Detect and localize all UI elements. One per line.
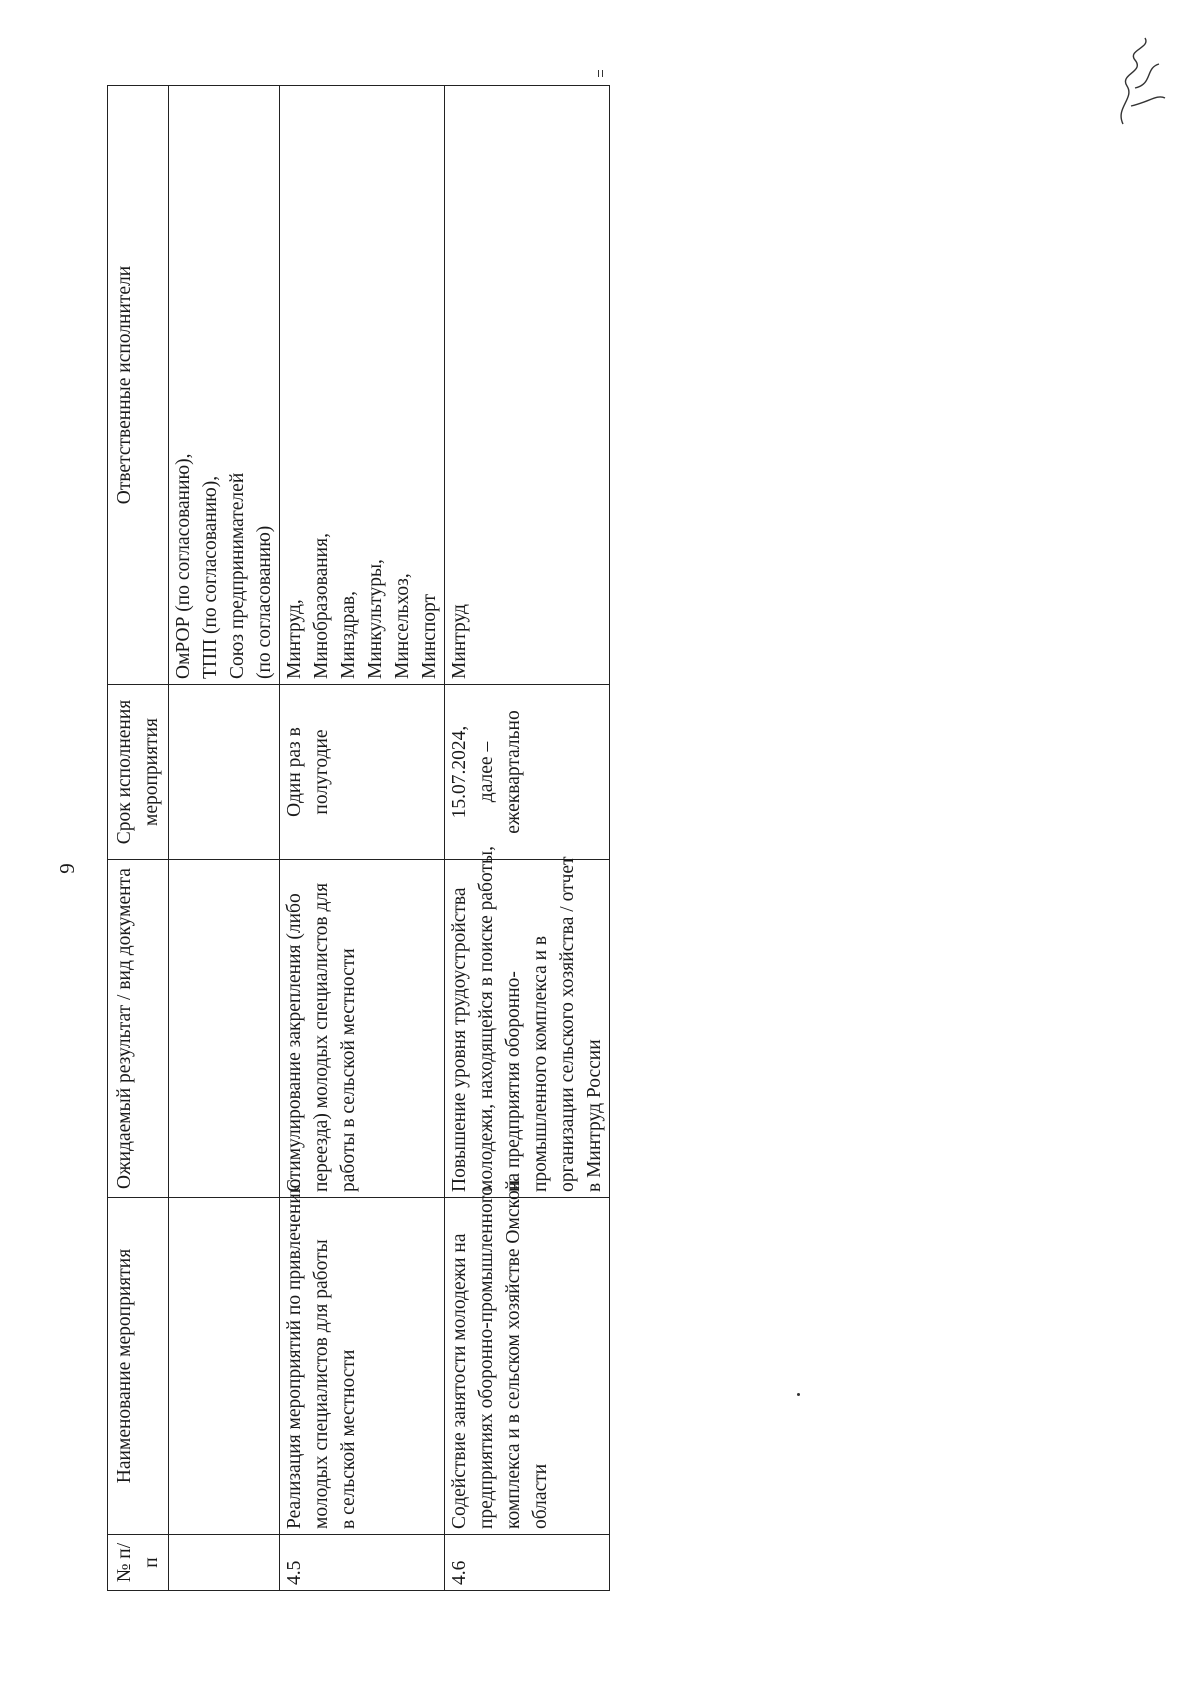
responsible-line: (по согласованию) [254, 525, 275, 679]
measures-table [107, 85, 610, 1591]
result-line: работы в сельской местности [338, 948, 359, 1192]
cell-responsible [445, 86, 610, 685]
name-line: комплекса и в сельском хозяйстве Омской [503, 1179, 524, 1529]
header-responsible: Ответственные исполнители [108, 86, 169, 685]
responsible-line: Минспорт [419, 593, 440, 679]
table-row [445, 86, 610, 1591]
result-line: молодежи, находящейся в поиске работы, [476, 846, 497, 1192]
cell-name [169, 1198, 280, 1535]
result-line: Стимулирование закрепления (либо [284, 893, 305, 1192]
header-name: Наименование мероприятия [108, 1198, 169, 1535]
quote-mark [598, 70, 603, 77]
responsible-line: Минкультуры, [365, 559, 386, 679]
table-header-row [108, 86, 169, 1591]
deadline-line: полугодие [311, 729, 332, 815]
responsible-line: Минобразования, [311, 533, 332, 679]
cell-responsible [169, 86, 280, 685]
signature-icon [1105, 28, 1175, 128]
name-line: предприятиях оборонно-промышленного [476, 1186, 497, 1529]
name-line: области [530, 1463, 551, 1529]
responsible-line: Минсельхоз, [392, 573, 413, 679]
table-row [280, 86, 445, 1591]
cell-result [445, 846, 610, 1198]
name-line: Содействие занятости молодежи на [449, 1233, 470, 1529]
responsible-line: Союз предпринимателей [227, 472, 248, 679]
deadline-line: ежеквартально [503, 710, 524, 834]
cell-number: 4.5 [280, 1535, 445, 1591]
cell-deadline [445, 685, 610, 860]
cell-deadline [280, 685, 445, 860]
page-number: 9 [54, 863, 79, 874]
name-line: Реализация мероприятий по привлечению [284, 1178, 305, 1529]
result-line: Повышение уровня трудоустройства [449, 887, 470, 1192]
responsible-line: Минтруд [449, 604, 470, 679]
responsible-line: ТПП (по согласованию), [200, 475, 221, 679]
cell-number: 4.6 [445, 1535, 610, 1591]
cell-number [169, 1535, 280, 1591]
header-result: Ожидаемый результат / вид документа [108, 860, 169, 1198]
result-line: переезда) молодых специалистов для [311, 882, 332, 1192]
name-line: в сельской местности [338, 1349, 359, 1529]
header-number: № п/п [108, 1535, 169, 1591]
measures-table-container [107, 86, 605, 1591]
table-row [169, 86, 280, 1591]
cell-name [280, 1178, 445, 1535]
cell-name [445, 1179, 610, 1535]
responsible-line: Минтруд, [284, 599, 305, 679]
deadline-line: Один раз в [284, 727, 305, 817]
name-line: молодых специалистов для работы [311, 1239, 332, 1529]
result-line: на предприятия оборонно- [503, 971, 524, 1192]
deadline-line: 15.07.2024, [449, 725, 470, 819]
stray-dot [797, 1393, 800, 1396]
cell-result [280, 860, 445, 1198]
deadline-line: далее – [476, 741, 497, 803]
result-line: в Минтруд России [584, 1039, 605, 1192]
cell-result [169, 860, 280, 1198]
result-line: промышленного комплекса и в [530, 935, 551, 1192]
responsible-line: Минздрав, [338, 591, 359, 679]
result-line: организации сельского хозяйства / отчет [557, 856, 578, 1192]
cell-responsible [280, 86, 445, 685]
cell-deadline [169, 685, 280, 860]
header-deadline: Срок исполнения мероприятия [108, 685, 169, 860]
responsible-line: ОмРОР (по согласованию), [173, 453, 194, 679]
